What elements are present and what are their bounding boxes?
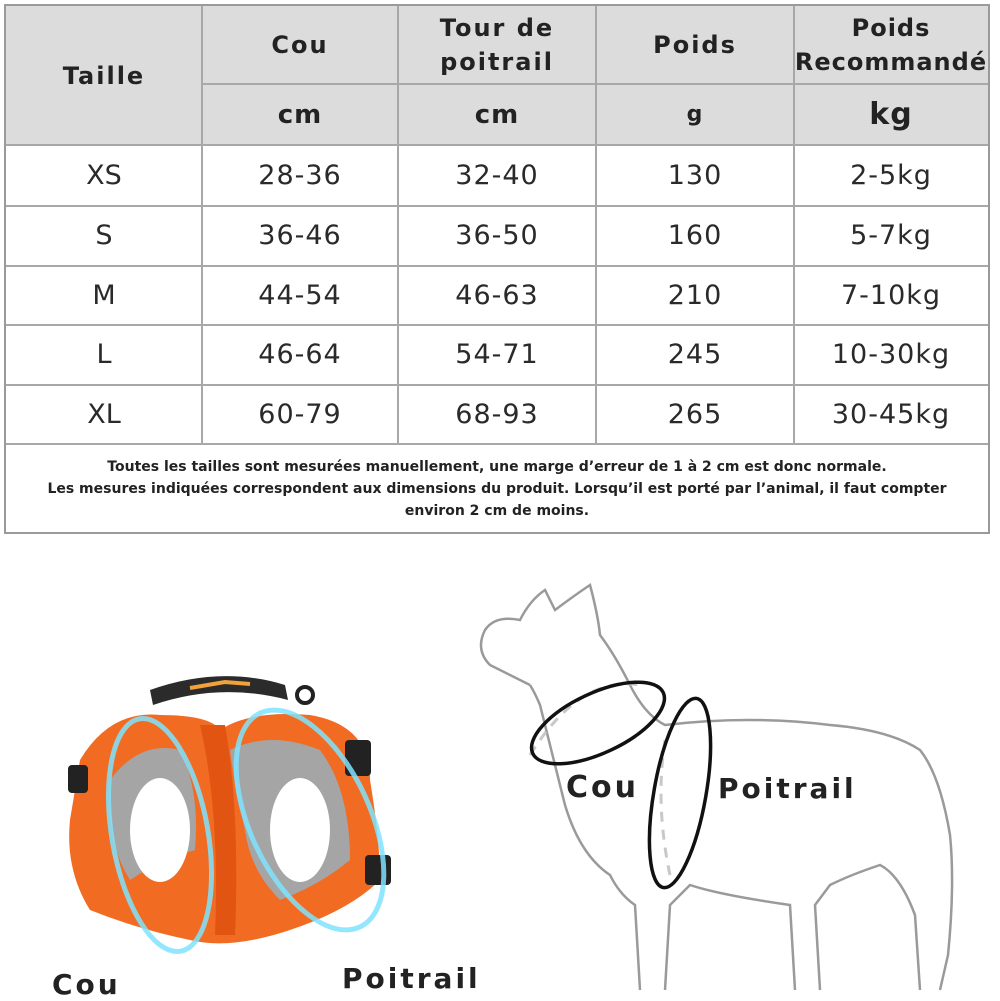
dog-chest-label: Poitrail — [718, 772, 857, 805]
cell-weight: 245 — [667, 339, 723, 370]
grid-line — [202, 83, 988, 85]
grid-line — [595, 6, 597, 444]
cell-recommended: 5-7kg — [850, 220, 932, 251]
note-line-2: Les mesures indiquées correspondent aux dimensions du produit. Lorsqu’il est porté par l’animal, il faut compter environ 2 cm de moins. — [47, 481, 947, 519]
cell-size: XS — [86, 159, 122, 191]
note-line-1: Toutes les tailles sont mesurées manuellement, une marge d’erreur de 1 à 2 cm est donc normale. — [107, 459, 887, 475]
cell-neck: 60-79 — [258, 398, 342, 430]
unit-chest: cm — [398, 84, 596, 145]
header-recommended-line1: Poids — [851, 14, 931, 42]
unit-neck: cm — [202, 84, 398, 145]
cell-chest: 32-40 — [455, 159, 539, 191]
cell-size: M — [92, 279, 116, 311]
neck-ring — [520, 665, 676, 780]
cell-recommended: 2-5kg — [850, 159, 932, 191]
buckle-side — [365, 855, 391, 885]
d-ring — [297, 687, 313, 703]
measurement-note — [6, 456, 988, 532]
cell-recommended: 7-10kg — [840, 279, 942, 311]
header-recommended — [794, 6, 988, 84]
cell-size: L — [96, 339, 112, 370]
dog-outline — [481, 585, 952, 990]
cell-neck: 28-36 — [258, 159, 342, 191]
grid-line — [6, 324, 988, 326]
size-chart-table — [4, 4, 990, 534]
header-weight: Poids — [596, 6, 794, 84]
header-chest — [398, 6, 596, 84]
leg-opening-left — [130, 778, 190, 882]
cell-chest: 68-93 — [455, 398, 539, 430]
leg-opening-right — [270, 778, 330, 882]
harness-drawing — [50, 670, 430, 970]
cell-neck: 44-54 — [258, 279, 342, 311]
grid-line — [793, 6, 795, 444]
harness-neck-label: Cou — [52, 968, 121, 1001]
unit-weight: g — [596, 84, 794, 145]
harness-chest-label: Poitrail — [342, 962, 481, 995]
chest-dashed-line — [661, 740, 670, 875]
header-recommended-line2: Recommandé — [794, 48, 988, 76]
buckle-left — [68, 765, 88, 793]
grid-line — [397, 6, 399, 444]
header-chest-line1: Tour de — [439, 14, 555, 42]
cell-weight: 130 — [667, 159, 723, 191]
cell-recommended: 10-30kg — [831, 339, 951, 370]
harness-image — [50, 670, 430, 970]
cell-chest: 54-71 — [455, 339, 539, 370]
cell-neck: 36-46 — [258, 220, 342, 251]
cell-chest: 46-63 — [455, 279, 539, 311]
cell-neck: 46-64 — [258, 339, 342, 370]
header-chest-line2: poitrail — [440, 48, 554, 76]
cell-recommended: 30-45kg — [831, 398, 951, 430]
grid-line — [201, 6, 203, 444]
cell-size: XL — [87, 398, 121, 430]
handle-shape — [150, 676, 288, 705]
cell-weight: 265 — [667, 398, 723, 430]
grid-line — [6, 144, 988, 146]
cell-chest: 36-50 — [455, 220, 539, 251]
cell-weight: 210 — [667, 279, 723, 311]
dog-neck-label: Cou — [566, 770, 639, 805]
cell-size: S — [95, 220, 113, 251]
grid-line — [6, 205, 988, 207]
grid-line — [6, 265, 988, 267]
grid-line — [6, 443, 988, 445]
header-neck: Cou — [202, 6, 398, 84]
cell-weight: 160 — [667, 220, 723, 251]
header-size: Taille — [6, 6, 202, 145]
grid-line — [6, 384, 988, 386]
unit-recommended: kg — [794, 84, 988, 145]
